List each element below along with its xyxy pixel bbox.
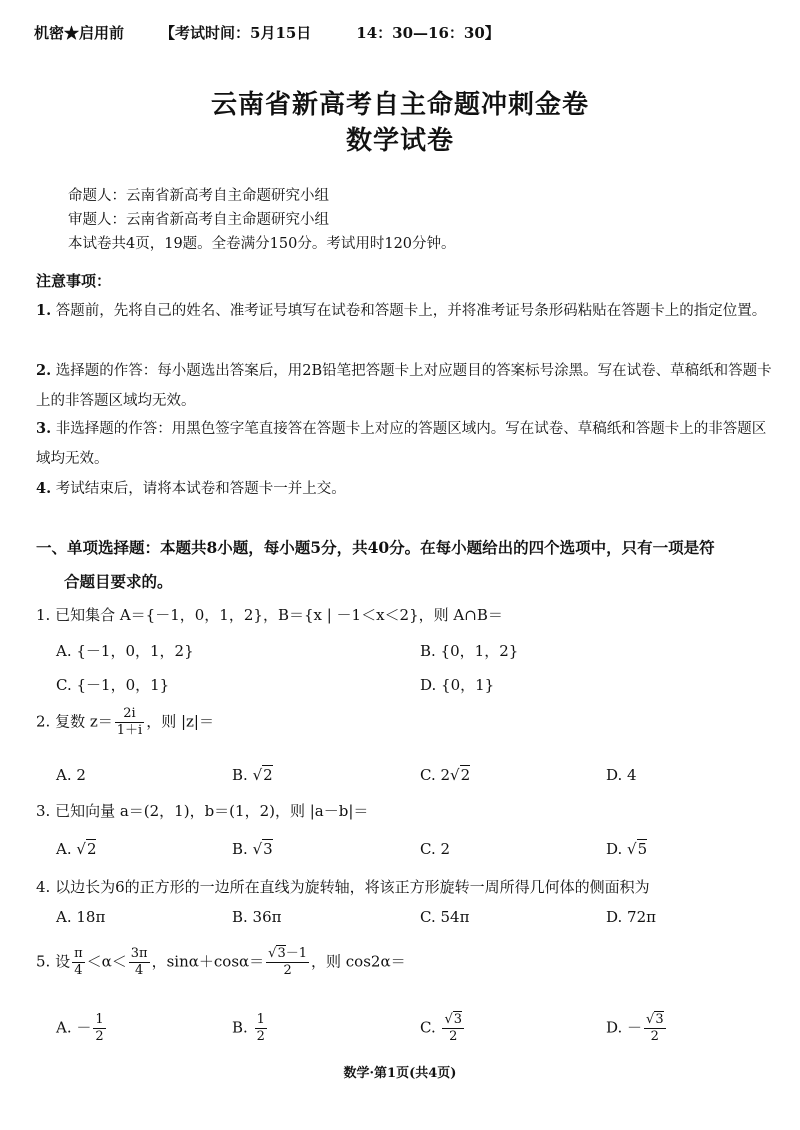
secret-label: 机密★启用前 <box>34 24 125 42</box>
q5-p3: ，sinα＋cosα＝ <box>151 952 265 971</box>
reviewer-line: 审题人：云南省新高考自主命题研究小组 <box>68 212 329 228</box>
q3-d-root: 5 <box>637 840 648 858</box>
q3-a-root: 2 <box>86 840 97 858</box>
q4-option-b: B. 36π <box>232 908 282 926</box>
q5-p2: ＜α＜ <box>86 952 127 971</box>
section-heading-cont: 合题目要求的。 <box>64 572 173 591</box>
author-line: 命题人：云南省新高考自主命题研究小组 <box>68 188 329 204</box>
q2-suffix: ，则 |z|＝ <box>146 712 214 731</box>
q5-b-den: 2 <box>256 1029 265 1044</box>
q2-den: 1＋i <box>116 723 143 738</box>
q5-option-a <box>56 1012 108 1045</box>
q3-option-c: C. 2 <box>420 840 451 858</box>
q5-f2-num: 3π <box>130 946 148 961</box>
q1-option-c: C. {－1，0，1} <box>56 676 170 694</box>
notice-item <box>36 356 776 416</box>
q5-option-c <box>420 1012 466 1045</box>
notice-item <box>36 414 776 474</box>
q1-option-b: B. {0，1，2} <box>420 642 519 660</box>
q3-option-d: D. √5 <box>606 840 648 858</box>
q3-b-root: 3 <box>263 840 273 858</box>
q5-f1-den: 4 <box>74 963 83 978</box>
q3-a-label: A. <box>56 840 77 858</box>
q5-f1-num: π <box>74 946 83 961</box>
question-5 <box>36 946 406 979</box>
notice-num: 4. <box>36 480 52 497</box>
q1-option-a: A. {－1，0，1，2} <box>56 642 194 660</box>
page-footer: 数学·第1页(共4页) <box>343 1066 457 1081</box>
notice-heading: 注意事项： <box>36 272 112 290</box>
notice-text: 考试结束后，请将本试卷和答题卡一并上交。 <box>55 481 346 497</box>
q5-c-frac <box>442 1012 464 1045</box>
question-1: 1. 已知集合 A＝{－1，0，1，2}，B＝{x | －1＜x＜2}，则 A∩B＝ <box>36 606 503 624</box>
question-2 <box>36 706 214 739</box>
q1-option-d: D. {0，1} <box>420 676 495 694</box>
summary-line: 本试卷共4页，19题。全卷满分150分。考试用时120分钟。 <box>68 236 456 252</box>
q4-option-c: C. 54π <box>420 908 470 926</box>
q5-frac2 <box>129 946 150 979</box>
q5-frac3 <box>266 946 309 979</box>
notice-text: 非选择题的作答：用黑色签字笔直接答在答题卡上对应的答题区域内。写在试卷、草稿纸和答题卡上的非答题区域均无效。 <box>36 421 767 467</box>
q4-option-a: A. 18π <box>56 908 106 926</box>
q5-a-num: 1 <box>95 1012 104 1027</box>
question-3: 3. 已知向量 a＝(2，1)，b＝(1，2)，则 |a－b|＝ <box>36 802 369 820</box>
q5-f3-tail: －1 <box>285 946 308 961</box>
q5-b-label: B. <box>232 1018 253 1037</box>
q5-c-label: C. <box>420 1018 441 1037</box>
q2-c-root: 2 <box>460 766 471 784</box>
q2-option-b: B. √2 <box>232 766 273 784</box>
question-4: 4. 以边长为6的正方形的一边所在直线为旋转轴，将该正方形旋转一周所得几何体的侧面积为 <box>36 878 650 896</box>
notice-item <box>36 296 776 326</box>
q5-p4: ，则 cos2α＝ <box>311 952 406 971</box>
notice-num: 3. <box>36 420 52 437</box>
q2-fraction <box>115 706 144 739</box>
q5-a-label: A. － <box>56 1018 92 1037</box>
q5-d-root: 3 <box>655 1012 664 1027</box>
notice-text: 答题前，先将自己的姓名、准考证号填写在试卷和答题卡上，并将准考证号条形码粘贴在答题卡上的指定位置。 <box>55 303 767 319</box>
q5-option-d <box>606 1012 668 1045</box>
q5-d-frac <box>644 1012 666 1045</box>
exam-subtitle: 数学试卷 <box>345 126 454 156</box>
notice-item <box>36 474 776 504</box>
q5-frac1 <box>72 946 85 979</box>
q2-c-label: C. 2 <box>420 766 451 784</box>
q5-option-b <box>232 1012 269 1045</box>
q2-num: 2i <box>115 706 144 723</box>
q5-c-root: 3 <box>453 1012 463 1027</box>
q4-option-d: D. 72π <box>606 908 656 926</box>
exam-time: 【考试时间：5月15日 14：30—16：30】 <box>160 24 500 42</box>
q5-f3-den: 2 <box>283 963 292 978</box>
q5-d-den: 2 <box>650 1029 659 1044</box>
q2-b-root: 2 <box>263 766 273 784</box>
section-heading: 一、单项选择题：本题共8小题，每小题5分，共40分。在每小题给出的四个选项中，只有一项是符 <box>36 538 715 557</box>
q3-b-label: B. <box>232 840 253 858</box>
q3-option-b: B. √3 <box>232 840 273 858</box>
q2-prefix: 2. 复数 z＝ <box>36 712 113 731</box>
q5-f2-den: 4 <box>135 963 144 978</box>
q5-d-label: D. － <box>606 1018 643 1037</box>
q5-b-num: 1 <box>256 1012 265 1027</box>
q2-option-d: D. 4 <box>606 766 637 784</box>
q5-a-frac <box>93 1012 105 1045</box>
q2-b-label: B. <box>232 766 253 784</box>
q5-f3-num: √3－1 <box>268 946 308 961</box>
q5-b-frac <box>255 1012 267 1045</box>
q5-p1: 5. 设 <box>36 952 71 971</box>
q3-option-a: A. √2 <box>56 840 97 858</box>
notice-num: 2. <box>36 362 52 379</box>
exam-title: 云南省新高考自主命题冲刺金卷 <box>210 90 589 120</box>
q5-c-den: 2 <box>449 1029 458 1044</box>
q2-option-c: C. 2√2 <box>420 766 471 784</box>
q5-c-num: √3 <box>444 1012 463 1027</box>
q5-f3-root: 3 <box>277 946 286 961</box>
notice-text: 选择题的作答：每小题选出答案后，用2B铅笔把答题卡上对应题目的答案标号涂黑。写在试卷、草稿纸和答题卡上的非答题区域均无效。 <box>36 363 772 409</box>
q5-d-num: √3 <box>646 1012 664 1027</box>
q3-d-label: D. <box>606 840 628 858</box>
q5-a-den: 2 <box>95 1029 104 1044</box>
q2-option-a: A. 2 <box>56 766 86 784</box>
notice-num: 1. <box>36 302 52 319</box>
